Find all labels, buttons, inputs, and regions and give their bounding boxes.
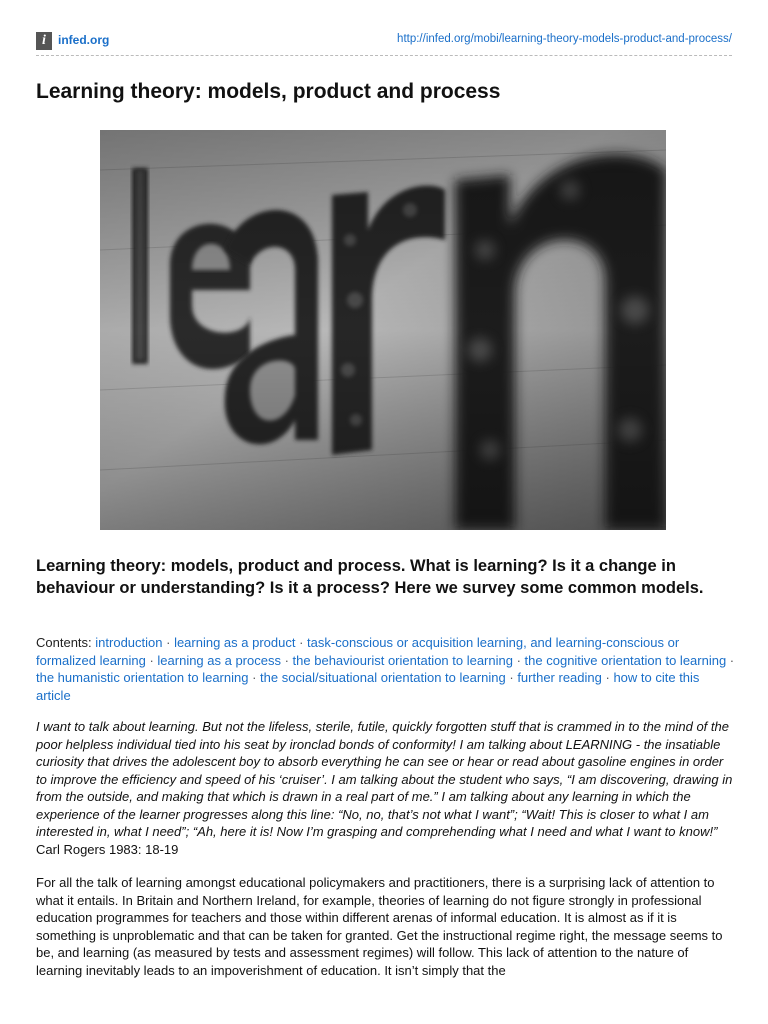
carved-word-learn-photo-icon (100, 130, 666, 530)
toc-separator: · (295, 635, 308, 650)
quote-text: I want to talk about learning. But not the lifeless, sterile, futile, quickly forgotten stuff that is crammed in to the mind of the poor helpless individual tied into his seat by ironclad bonds of conformity! I am talking about LEARNING - the insatiable curiosity that drives the adolescent boy to absorb everything he can see or hear or read about gasoline engines in order to improve the efficiency and speed of his ‘cruiser’. I am talking about the student who says, “I am discovering, drawing in from the outside, and making that which is drawn in a real part of me.” I am talking about any learning in which the experience of the learner progresses along this line: “No, no, that’s not what I want”; “Wait! This is closer to what I am interested in, what I need”; “Ah, here it is! Now I’m grasping and comprehending what I need and what I want to know!” (36, 719, 733, 839)
article-lede: Learning theory: models, product and process. What is learning? Is it a change in behaviour or understanding? Is it a process? Here we survey some common models. (36, 557, 704, 597)
toc-link-behaviourist[interactable]: the behaviourist orientation to learning (292, 652, 513, 668)
toc-link-learning-as-product[interactable]: learning as a product (174, 635, 296, 650)
toc-separator: · (601, 670, 614, 686)
site-logo-icon[interactable]: i (36, 32, 52, 50)
body-paragraph: For all the talk of learning amongst educational policymakers and practitioners, there is a surprising lack of attention to what it entails. In Britain and Northern Ireland, for example, theories of learning do not figure strongly in professional education programmes for teachers and those within different arenas of informal education. It is almost as if it is something is unproblematic and that can be taken for granted. Get the instructional regime right, the message seems to be, and learning (as measured by tests and assessment regimes) will follow. This lack of attention to the nature of learning inevitably leads to an impoverishment of education. It isn’t simply that the (36, 875, 723, 978)
contents-label: Contents: (36, 635, 92, 650)
page-header (36, 32, 732, 52)
toc-separator: · (726, 652, 735, 668)
toc-separator: · (512, 652, 525, 668)
header-divider (36, 55, 732, 56)
page-url-link[interactable]: http://infed.org/mobi/learning-theory-models-product-and-process/ (397, 33, 732, 45)
rogers-quote (36, 718, 736, 858)
toc-link-task-conscious[interactable]: task-conscious or acquisition learning, and learning-conscious or formalized learning (36, 635, 680, 668)
site-name-link[interactable]: infed.org (58, 33, 110, 47)
toc-separator: · (248, 670, 261, 686)
table-of-contents (36, 634, 736, 704)
page-title: Learning theory: models, product and process (36, 80, 501, 103)
toc-link-social-situational[interactable]: the social/situational orientation to learning (260, 670, 506, 686)
toc-link-introduction[interactable]: introduction (95, 635, 163, 650)
hero-image (100, 130, 666, 530)
quote-citation: Carl Rogers 1983: 18-19 (36, 841, 179, 857)
toc-separator: · (505, 670, 518, 686)
toc-link-cognitive[interactable]: the cognitive orientation to learning (524, 652, 727, 668)
toc-separator: · (280, 652, 293, 668)
toc-link-further-reading[interactable]: further reading (517, 670, 602, 686)
toc-link-learning-as-process[interactable]: learning as a process (157, 652, 281, 668)
toc-separator: · (145, 652, 158, 668)
toc-separator: · (162, 635, 175, 650)
toc-link-humanistic[interactable]: the humanistic orientation to learning (36, 670, 249, 686)
toc-link-how-to-cite[interactable]: how to cite this article (36, 670, 700, 703)
